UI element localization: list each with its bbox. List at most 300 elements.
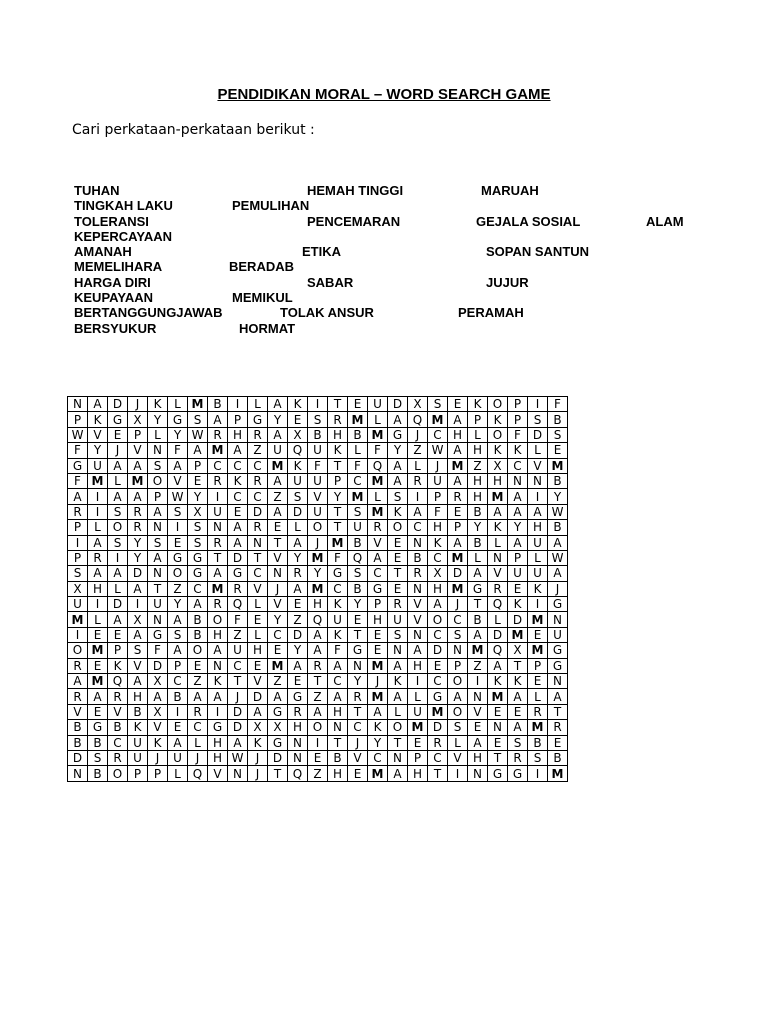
grid-cell[interactable]: H xyxy=(428,520,448,535)
grid-cell[interactable]: L xyxy=(408,689,428,704)
grid-cell[interactable]: M xyxy=(448,550,468,565)
grid-cell[interactable]: J xyxy=(428,458,448,473)
grid-cell[interactable]: H xyxy=(448,427,468,442)
grid-cell[interactable]: G xyxy=(148,627,168,642)
grid-cell[interactable]: K xyxy=(148,397,168,412)
grid-cell[interactable]: A xyxy=(468,627,488,642)
grid-cell[interactable]: B xyxy=(468,612,488,627)
grid-cell[interactable]: C xyxy=(328,581,348,596)
grid-cell[interactable]: J xyxy=(148,750,168,765)
grid-cell[interactable]: K xyxy=(88,412,108,427)
grid-cell[interactable]: O xyxy=(68,643,88,658)
grid-cell[interactable]: C xyxy=(508,458,528,473)
grid-cell[interactable]: K xyxy=(288,458,308,473)
grid-cell[interactable]: V xyxy=(408,612,428,627)
grid-cell[interactable]: P xyxy=(108,643,128,658)
grid-cell[interactable]: A xyxy=(108,612,128,627)
grid-cell[interactable]: K xyxy=(388,504,408,519)
grid-cell[interactable]: K xyxy=(248,735,268,750)
grid-cell[interactable]: H xyxy=(528,520,548,535)
grid-cell[interactable]: R xyxy=(188,704,208,719)
grid-cell[interactable]: C xyxy=(448,612,468,627)
grid-cell[interactable]: A xyxy=(408,504,428,519)
grid-cell[interactable]: Z xyxy=(308,689,328,704)
grid-cell[interactable]: A xyxy=(168,458,188,473)
grid-cell[interactable]: N xyxy=(228,766,248,781)
grid-cell[interactable]: Y xyxy=(268,412,288,427)
grid-cell[interactable]: E xyxy=(188,658,208,673)
grid-cell[interactable]: E xyxy=(348,612,368,627)
grid-cell[interactable]: H xyxy=(308,597,328,612)
grid-cell[interactable]: L xyxy=(348,443,368,458)
grid-cell[interactable]: O xyxy=(308,520,328,535)
grid-cell[interactable]: V xyxy=(308,489,328,504)
grid-cell[interactable]: A xyxy=(548,566,568,581)
grid-cell[interactable]: V xyxy=(68,704,88,719)
grid-cell[interactable]: Q xyxy=(288,443,308,458)
grid-cell[interactable]: L xyxy=(288,520,308,535)
grid-cell[interactable]: E xyxy=(108,427,128,442)
grid-cell[interactable]: O xyxy=(208,612,228,627)
grid-cell[interactable]: H xyxy=(228,427,248,442)
grid-cell[interactable]: K xyxy=(488,443,508,458)
grid-cell[interactable]: X xyxy=(428,566,448,581)
grid-cell[interactable]: N xyxy=(328,720,348,735)
grid-cell[interactable]: I xyxy=(308,735,328,750)
grid-cell[interactable]: K xyxy=(328,443,348,458)
grid-cell[interactable]: A xyxy=(408,643,428,658)
grid-cell[interactable]: Q xyxy=(188,766,208,781)
grid-cell[interactable]: I xyxy=(108,550,128,565)
grid-cell[interactable]: C xyxy=(248,489,268,504)
grid-cell[interactable]: U xyxy=(528,566,548,581)
grid-cell[interactable]: P xyxy=(528,658,548,673)
grid-cell[interactable]: W xyxy=(428,443,448,458)
grid-cell[interactable]: A xyxy=(508,504,528,519)
grid-cell[interactable]: R xyxy=(368,520,388,535)
grid-cell[interactable]: E xyxy=(288,597,308,612)
grid-cell[interactable]: O xyxy=(188,643,208,658)
grid-cell[interactable]: U xyxy=(68,597,88,612)
grid-cell[interactable]: M xyxy=(448,458,468,473)
grid-cell[interactable]: L xyxy=(148,427,168,442)
grid-cell[interactable]: E xyxy=(168,720,188,735)
grid-cell[interactable]: U xyxy=(228,643,248,658)
grid-cell[interactable]: T xyxy=(328,520,348,535)
grid-cell[interactable]: S xyxy=(128,643,148,658)
grid-cell[interactable]: K xyxy=(428,535,448,550)
grid-cell[interactable]: I xyxy=(128,597,148,612)
grid-cell[interactable]: W xyxy=(548,550,568,565)
grid-cell[interactable]: G xyxy=(208,720,228,735)
grid-cell[interactable]: H xyxy=(468,443,488,458)
grid-cell[interactable]: Z xyxy=(168,581,188,596)
grid-cell[interactable]: A xyxy=(508,535,528,550)
grid-cell[interactable]: N xyxy=(148,520,168,535)
grid-cell[interactable]: K xyxy=(228,473,248,488)
grid-cell[interactable]: F xyxy=(328,550,348,565)
grid-cell[interactable]: L xyxy=(108,581,128,596)
grid-cell[interactable]: R xyxy=(248,473,268,488)
grid-cell[interactable]: N xyxy=(468,766,488,781)
grid-cell[interactable]: H xyxy=(288,720,308,735)
grid-cell[interactable]: G xyxy=(168,550,188,565)
grid-cell[interactable]: J xyxy=(268,581,288,596)
grid-cell[interactable]: F xyxy=(68,443,88,458)
grid-cell[interactable]: T xyxy=(148,581,168,596)
grid-cell[interactable]: U xyxy=(128,735,148,750)
grid-cell[interactable]: U xyxy=(88,458,108,473)
grid-cell[interactable]: D xyxy=(228,704,248,719)
grid-cell[interactable]: H xyxy=(468,750,488,765)
grid-cell[interactable]: G xyxy=(168,412,188,427)
grid-cell[interactable]: H xyxy=(488,473,508,488)
grid-cell[interactable]: S xyxy=(388,627,408,642)
grid-cell[interactable]: M xyxy=(408,720,428,735)
grid-cell[interactable]: G xyxy=(188,550,208,565)
grid-cell[interactable]: D xyxy=(148,658,168,673)
grid-cell[interactable]: C xyxy=(108,735,128,750)
grid-cell[interactable]: U xyxy=(308,443,328,458)
grid-cell[interactable]: S xyxy=(68,566,88,581)
grid-cell[interactable]: E xyxy=(288,674,308,689)
grid-cell[interactable]: B xyxy=(108,720,128,735)
grid-cell[interactable]: I xyxy=(88,597,108,612)
grid-cell[interactable]: B xyxy=(308,427,328,442)
grid-cell[interactable]: H xyxy=(208,627,228,642)
grid-cell[interactable]: D xyxy=(288,627,308,642)
grid-cell[interactable]: I xyxy=(168,520,188,535)
grid-cell[interactable]: Y xyxy=(288,550,308,565)
grid-cell[interactable]: B xyxy=(348,581,368,596)
grid-cell[interactable]: K xyxy=(208,674,228,689)
grid-cell[interactable]: M xyxy=(488,489,508,504)
grid-cell[interactable]: A xyxy=(108,489,128,504)
grid-cell[interactable]: A xyxy=(308,627,328,642)
grid-cell[interactable]: K xyxy=(108,658,128,673)
grid-cell[interactable]: Q xyxy=(408,412,428,427)
grid-cell[interactable]: A xyxy=(128,627,148,642)
grid-cell[interactable]: D xyxy=(248,689,268,704)
grid-cell[interactable]: A xyxy=(388,412,408,427)
grid-cell[interactable]: A xyxy=(208,412,228,427)
grid-cell[interactable]: N xyxy=(548,612,568,627)
grid-cell[interactable]: J xyxy=(448,597,468,612)
grid-cell[interactable]: E xyxy=(88,704,108,719)
grid-cell[interactable]: K xyxy=(508,443,528,458)
grid-cell[interactable]: T xyxy=(268,766,288,781)
grid-cell[interactable]: D xyxy=(488,627,508,642)
grid-cell[interactable]: A xyxy=(488,504,508,519)
grid-cell[interactable]: P xyxy=(448,658,468,673)
grid-cell[interactable]: M xyxy=(208,443,228,458)
grid-cell[interactable]: S xyxy=(148,458,168,473)
grid-cell[interactable]: L xyxy=(88,520,108,535)
grid-cell[interactable]: Y xyxy=(88,443,108,458)
grid-cell[interactable]: G xyxy=(428,689,448,704)
grid-cell[interactable]: E xyxy=(508,704,528,719)
grid-cell[interactable]: C xyxy=(348,720,368,735)
grid-cell[interactable]: R xyxy=(68,658,88,673)
grid-cell[interactable]: V xyxy=(248,674,268,689)
grid-cell[interactable]: A xyxy=(168,612,188,627)
grid-cell[interactable]: L xyxy=(408,458,428,473)
grid-cell[interactable]: L xyxy=(248,397,268,412)
grid-cell[interactable]: C xyxy=(428,627,448,642)
grid-cell[interactable]: C xyxy=(248,566,268,581)
grid-cell[interactable]: B xyxy=(328,750,348,765)
grid-cell[interactable]: H xyxy=(88,581,108,596)
grid-cell[interactable]: E xyxy=(308,750,328,765)
grid-cell[interactable]: A xyxy=(388,689,408,704)
grid-cell[interactable]: M xyxy=(448,581,468,596)
grid-cell[interactable]: N xyxy=(468,689,488,704)
grid-cell[interactable]: A xyxy=(188,443,208,458)
grid-cell[interactable]: D xyxy=(448,566,468,581)
grid-cell[interactable]: R xyxy=(108,750,128,765)
grid-cell[interactable]: H xyxy=(468,473,488,488)
grid-cell[interactable]: S xyxy=(508,735,528,750)
grid-cell[interactable]: P xyxy=(368,597,388,612)
grid-cell[interactable]: E xyxy=(548,443,568,458)
grid-cell[interactable]: L xyxy=(388,704,408,719)
grid-cell[interactable]: T xyxy=(228,674,248,689)
grid-cell[interactable]: B xyxy=(528,735,548,750)
grid-cell[interactable]: M xyxy=(308,581,328,596)
grid-cell[interactable]: T xyxy=(428,766,448,781)
grid-cell[interactable]: A xyxy=(128,458,148,473)
grid-cell[interactable]: K xyxy=(328,597,348,612)
grid-cell[interactable]: T xyxy=(248,550,268,565)
grid-cell[interactable]: X xyxy=(188,504,208,519)
grid-cell[interactable]: A xyxy=(128,674,148,689)
grid-cell[interactable]: R xyxy=(348,689,368,704)
grid-cell[interactable]: A xyxy=(448,443,468,458)
grid-cell[interactable]: Q xyxy=(488,643,508,658)
grid-cell[interactable]: X xyxy=(408,397,428,412)
grid-cell[interactable]: G xyxy=(508,766,528,781)
grid-cell[interactable]: M xyxy=(548,458,568,473)
grid-cell[interactable]: A xyxy=(108,566,128,581)
grid-cell[interactable]: D xyxy=(228,550,248,565)
grid-cell[interactable]: O xyxy=(428,612,448,627)
grid-cell[interactable]: M xyxy=(428,412,448,427)
grid-cell[interactable]: O xyxy=(388,520,408,535)
grid-cell[interactable]: L xyxy=(528,689,548,704)
grid-cell[interactable]: I xyxy=(208,489,228,504)
grid-cell[interactable]: M xyxy=(128,473,148,488)
grid-cell[interactable]: T xyxy=(328,458,348,473)
grid-cell[interactable]: Z xyxy=(468,658,488,673)
grid-cell[interactable]: S xyxy=(548,427,568,442)
grid-cell[interactable]: O xyxy=(488,427,508,442)
grid-cell[interactable]: R xyxy=(68,504,88,519)
grid-cell[interactable]: S xyxy=(188,520,208,535)
grid-cell[interactable]: I xyxy=(408,489,428,504)
grid-cell[interactable]: N xyxy=(408,535,428,550)
grid-cell[interactable]: M xyxy=(308,550,328,565)
grid-cell[interactable]: U xyxy=(528,535,548,550)
grid-cell[interactable]: O xyxy=(488,397,508,412)
grid-cell[interactable]: G xyxy=(88,720,108,735)
grid-cell[interactable]: C xyxy=(248,458,268,473)
grid-cell[interactable]: E xyxy=(108,627,128,642)
grid-cell[interactable]: I xyxy=(408,674,428,689)
grid-cell[interactable]: P xyxy=(448,520,468,535)
grid-cell[interactable]: N xyxy=(208,658,228,673)
grid-cell[interactable]: Y xyxy=(388,443,408,458)
grid-cell[interactable]: L xyxy=(448,735,468,750)
grid-cell[interactable]: N xyxy=(148,566,168,581)
grid-cell[interactable]: B xyxy=(68,720,88,735)
grid-cell[interactable]: F xyxy=(548,397,568,412)
grid-cell[interactable]: E xyxy=(408,735,428,750)
grid-cell[interactable]: J xyxy=(308,535,328,550)
grid-cell[interactable]: R xyxy=(388,597,408,612)
grid-cell[interactable]: J xyxy=(248,766,268,781)
grid-cell[interactable]: T xyxy=(348,627,368,642)
grid-cell[interactable]: A xyxy=(168,735,188,750)
grid-cell[interactable]: X xyxy=(148,704,168,719)
grid-cell[interactable]: J xyxy=(228,689,248,704)
grid-cell[interactable]: U xyxy=(308,504,328,519)
grid-cell[interactable]: Y xyxy=(168,427,188,442)
grid-cell[interactable]: N xyxy=(528,473,548,488)
grid-cell[interactable]: T xyxy=(328,735,348,750)
grid-cell[interactable]: Z xyxy=(408,443,428,458)
grid-cell[interactable]: L xyxy=(468,550,488,565)
grid-cell[interactable]: H xyxy=(468,489,488,504)
grid-cell[interactable]: T xyxy=(388,735,408,750)
grid-cell[interactable]: A xyxy=(508,489,528,504)
grid-cell[interactable]: A xyxy=(128,489,148,504)
grid-cell[interactable]: R xyxy=(208,535,228,550)
grid-cell[interactable]: B xyxy=(408,550,428,565)
grid-cell[interactable]: J xyxy=(248,750,268,765)
grid-cell[interactable]: P xyxy=(508,412,528,427)
grid-cell[interactable]: O xyxy=(108,520,128,535)
grid-cell[interactable]: Y xyxy=(548,489,568,504)
grid-cell[interactable]: A xyxy=(268,427,288,442)
grid-cell[interactable]: E xyxy=(468,720,488,735)
grid-cell[interactable]: R xyxy=(208,597,228,612)
grid-cell[interactable]: A xyxy=(128,581,148,596)
grid-cell[interactable]: F xyxy=(508,427,528,442)
grid-cell[interactable]: M xyxy=(208,581,228,596)
grid-cell[interactable]: O xyxy=(308,720,328,735)
grid-cell[interactable]: R xyxy=(128,520,148,535)
grid-cell[interactable]: V xyxy=(268,550,288,565)
grid-cell[interactable]: B xyxy=(348,535,368,550)
grid-cell[interactable]: Z xyxy=(268,674,288,689)
grid-cell[interactable]: L xyxy=(368,412,388,427)
grid-cell[interactable]: R xyxy=(208,427,228,442)
grid-cell[interactable]: G xyxy=(548,597,568,612)
grid-cell[interactable]: S xyxy=(448,627,468,642)
grid-cell[interactable]: A xyxy=(448,473,468,488)
grid-cell[interactable]: B xyxy=(68,735,88,750)
grid-cell[interactable]: H xyxy=(208,735,228,750)
grid-cell[interactable]: Y xyxy=(348,597,368,612)
grid-cell[interactable]: B xyxy=(548,412,568,427)
grid-cell[interactable]: A xyxy=(268,504,288,519)
grid-cell[interactable]: C xyxy=(268,627,288,642)
grid-cell[interactable]: N xyxy=(408,581,428,596)
grid-cell[interactable]: K xyxy=(288,397,308,412)
grid-cell[interactable]: W xyxy=(68,427,88,442)
grid-cell[interactable]: X xyxy=(488,458,508,473)
grid-cell[interactable]: T xyxy=(308,674,328,689)
grid-cell[interactable]: F xyxy=(228,612,248,627)
grid-cell[interactable]: B xyxy=(548,520,568,535)
grid-cell[interactable]: N xyxy=(408,627,428,642)
grid-cell[interactable]: A xyxy=(88,689,108,704)
grid-cell[interactable]: C xyxy=(368,566,388,581)
grid-cell[interactable]: A xyxy=(528,504,548,519)
grid-cell[interactable]: Q xyxy=(488,597,508,612)
grid-cell[interactable]: A xyxy=(268,689,288,704)
grid-cell[interactable]: L xyxy=(368,489,388,504)
grid-cell[interactable]: L xyxy=(88,612,108,627)
grid-cell[interactable]: S xyxy=(188,412,208,427)
grid-cell[interactable]: R xyxy=(128,504,148,519)
grid-cell[interactable]: A xyxy=(228,443,248,458)
grid-cell[interactable]: F xyxy=(428,504,448,519)
grid-cell[interactable]: N xyxy=(148,612,168,627)
grid-cell[interactable]: S xyxy=(108,535,128,550)
grid-cell[interactable]: E xyxy=(88,658,108,673)
grid-cell[interactable]: C xyxy=(228,458,248,473)
grid-cell[interactable]: R xyxy=(308,658,328,673)
grid-cell[interactable]: J xyxy=(408,427,428,442)
grid-cell[interactable]: U xyxy=(408,704,428,719)
grid-cell[interactable]: I xyxy=(528,397,548,412)
grid-cell[interactable]: Q xyxy=(288,766,308,781)
grid-cell[interactable]: A xyxy=(448,689,468,704)
grid-cell[interactable]: C xyxy=(328,674,348,689)
grid-cell[interactable]: D xyxy=(228,720,248,735)
grid-cell[interactable]: I xyxy=(168,704,188,719)
grid-cell[interactable]: N xyxy=(388,750,408,765)
grid-cell[interactable]: P xyxy=(68,550,88,565)
grid-cell[interactable]: J xyxy=(348,735,368,750)
grid-cell[interactable]: M xyxy=(368,427,388,442)
grid-cell[interactable]: A xyxy=(268,397,288,412)
grid-cell[interactable]: N xyxy=(488,720,508,735)
grid-cell[interactable]: L xyxy=(168,766,188,781)
grid-cell[interactable]: S xyxy=(168,504,188,519)
grid-cell[interactable]: Y xyxy=(328,489,348,504)
grid-cell[interactable]: M xyxy=(528,643,548,658)
grid-cell[interactable]: M xyxy=(268,458,288,473)
grid-cell[interactable]: K xyxy=(148,735,168,750)
grid-cell[interactable]: H xyxy=(428,581,448,596)
grid-cell[interactable]: G xyxy=(468,581,488,596)
grid-cell[interactable]: D xyxy=(528,427,548,442)
grid-cell[interactable]: G xyxy=(388,427,408,442)
grid-cell[interactable]: I xyxy=(528,597,548,612)
grid-cell[interactable]: O xyxy=(448,674,468,689)
grid-cell[interactable]: F xyxy=(368,443,388,458)
grid-cell[interactable]: L xyxy=(248,627,268,642)
grid-cell[interactable]: T xyxy=(468,597,488,612)
grid-cell[interactable]: D xyxy=(428,720,448,735)
grid-cell[interactable]: V xyxy=(88,427,108,442)
grid-cell[interactable]: P xyxy=(148,489,168,504)
grid-cell[interactable]: A xyxy=(548,535,568,550)
grid-cell[interactable]: M xyxy=(528,612,548,627)
grid-cell[interactable]: N xyxy=(248,535,268,550)
